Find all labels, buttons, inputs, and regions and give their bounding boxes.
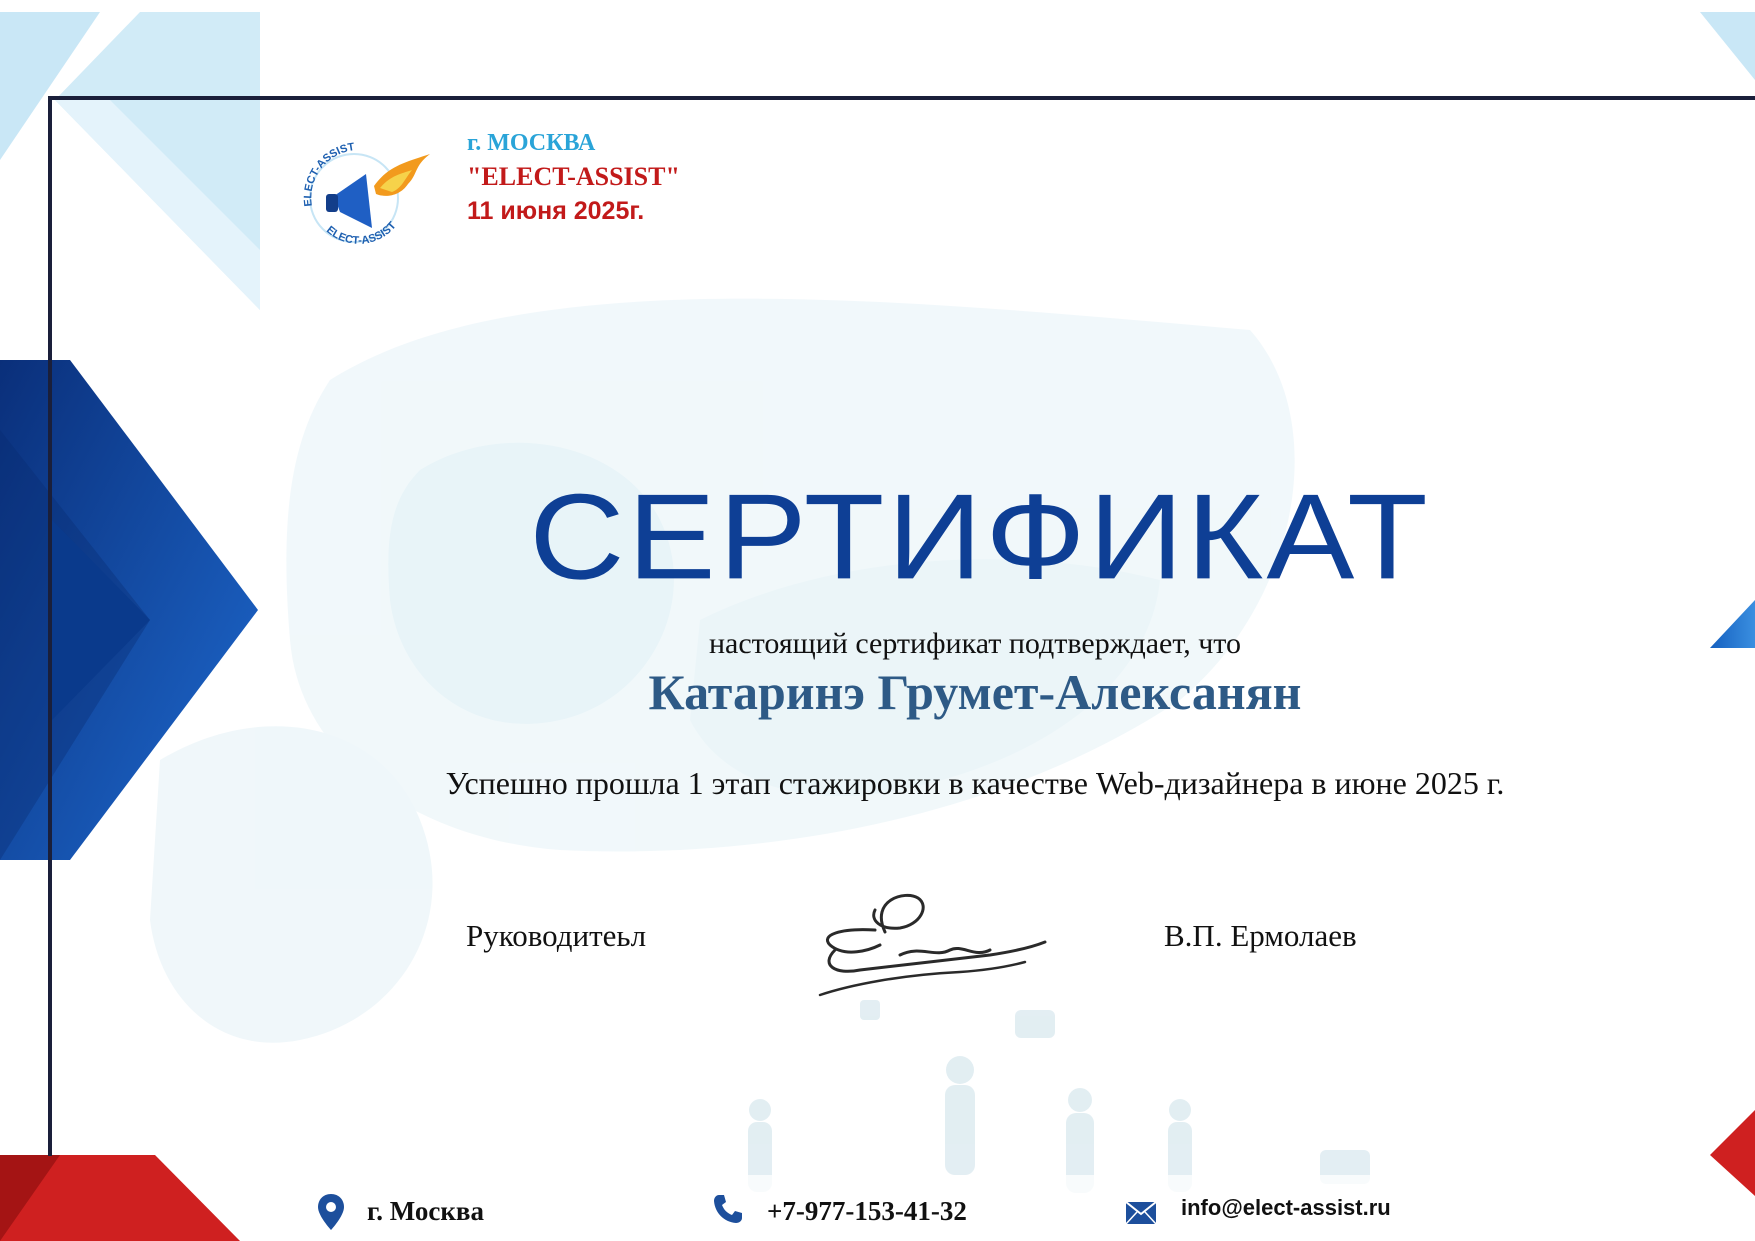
signature-scribble [820, 895, 1045, 995]
location-pin-icon [318, 1194, 344, 1230]
recipient-name: Катаринэ Грумет-Алексанян [648, 664, 1302, 720]
signer-role: Руководитеьл [466, 918, 647, 953]
svg-text:ELECT-ASSIST: ELECT-ASSIST [302, 141, 356, 207]
elect-assist-logo [296, 136, 436, 256]
footer-phone[interactable]: +7-977-153-41-32 [767, 1196, 967, 1226]
svg-text:ELECT-ASSIST: ELECT-ASSIST [323, 219, 399, 247]
signer-name: В.П. Ермолаев [1164, 918, 1357, 953]
header-date: 11 июня 2025г. [467, 197, 645, 225]
phone-icon [712, 1193, 744, 1225]
people-illustration [748, 1000, 1370, 1193]
frame-left-line [48, 96, 52, 1156]
footer-address: г. Москва [367, 1196, 484, 1226]
envelope-icon [1126, 1202, 1156, 1224]
certificate-subtitle: настоящий сертификат подтверждает, что [708, 627, 1242, 660]
certificate-title: СЕРТИФИКАТ [529, 468, 1431, 605]
frame-top-line [48, 96, 1755, 100]
footer-email[interactable]: info@elect-assist.ru [1181, 1195, 1391, 1220]
header-city: г. МОСКВА [467, 130, 596, 156]
certificate-description: Успешно прошла 1 этап стажировки в качестве Web-дизайнера в июне 2025 г. [445, 765, 1505, 801]
header-organization: "ELECT-ASSIST" [467, 162, 680, 191]
